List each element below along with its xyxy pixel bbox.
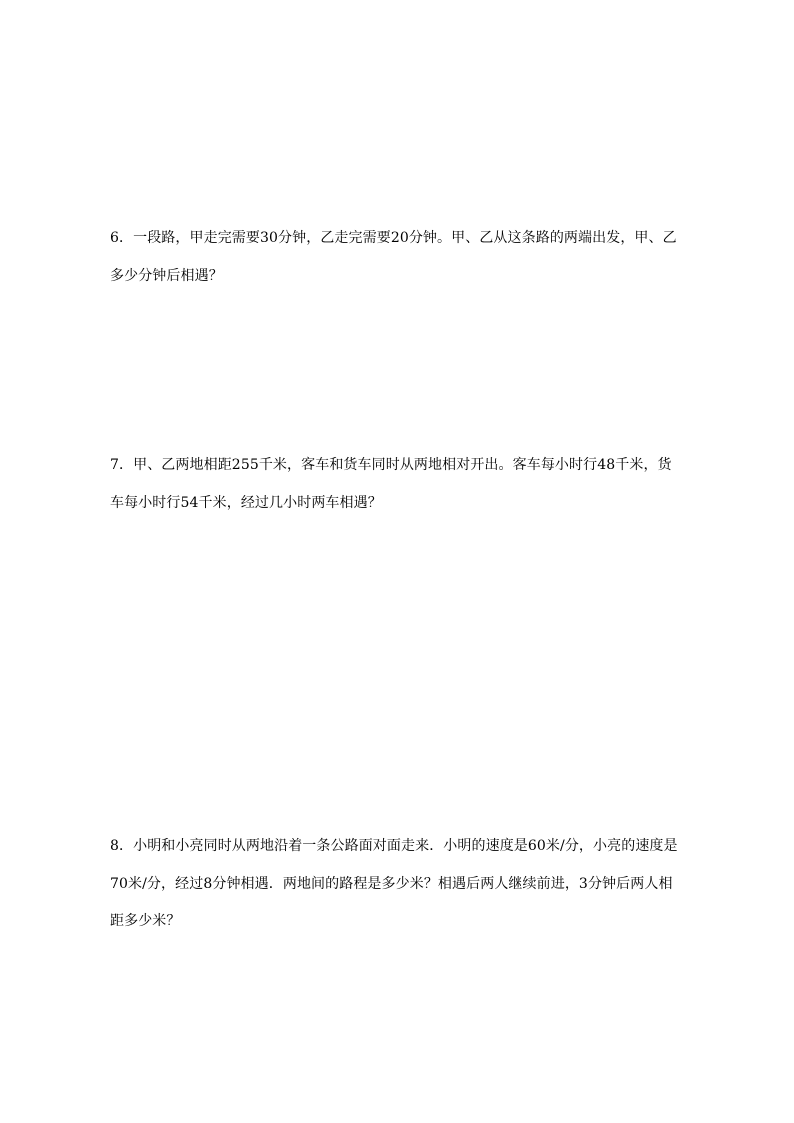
question-7-line-2: 车每小时行54千米，经过几小时两车相遇？ bbox=[110, 495, 382, 511]
question-8 bbox=[110, 835, 710, 930]
question-8-line-3: 距多少米？ bbox=[110, 913, 181, 929]
question-6-line-2: 多少分钟后相遇？ bbox=[110, 268, 223, 284]
question-7-line-1: 7．甲、乙两地相距255千米，客车和货车同时从两地相对开出。客车每小时行48千米，货 bbox=[110, 457, 672, 473]
question-6-line-1: 6．一段路，甲走完需要30分钟，乙走完需要20分钟。甲、乙从这条路的两端出发，甲、乙 bbox=[110, 230, 677, 246]
question-7 bbox=[110, 454, 710, 512]
question-8-line-2: 70米/分，经过8分钟相遇．两地间的路程是多少米？相遇后两人继续前进，3分钟后两人相 bbox=[110, 876, 673, 892]
question-6 bbox=[110, 227, 710, 285]
question-8-line-1: 8．小明和小亮同时从两地沿着一条公路面对面走来．小明的速度是60米/分，小亮的速度是 bbox=[110, 838, 678, 854]
